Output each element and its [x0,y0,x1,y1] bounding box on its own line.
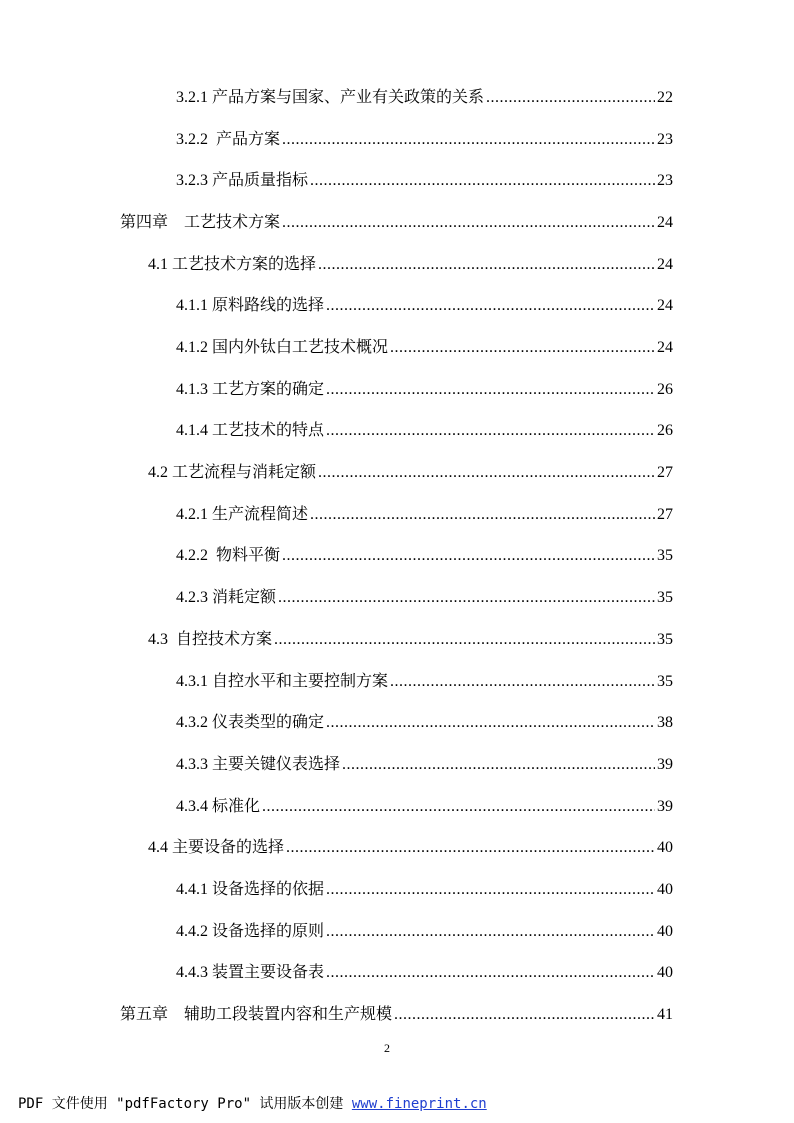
toc-entry[interactable] [176,85,673,111]
toc-entry-page: 23 [657,130,673,148]
toc-entry-label: 4.4.2 设备选择的原则 [176,922,325,940]
toc-entry-label: 4.1.2 国内外钛白工艺技术概况 [176,339,389,357]
toc-entry-page: 35 [657,672,673,690]
toc-entry-label: 4.1.4 工艺技术的特点 [176,422,325,440]
toc-dot-leader [274,627,655,653]
toc-dot-leader [282,210,655,236]
toc-dot-leader [326,960,655,986]
toc-entry[interactable] [176,168,673,194]
toc-entry[interactable] [120,1002,673,1028]
toc-dot-leader [282,543,655,569]
footer-text: PDF 文件使用 "pdfFactory Pro" 试用版本创建 [18,1096,352,1112]
toc-dot-leader [326,710,655,736]
toc-entry[interactable] [176,585,673,611]
toc-entry-page: 35 [657,589,673,607]
footer-link[interactable]: www.fineprint.cn [351,1096,487,1112]
toc-entry-label: 4.1 工艺技术方案的选择 [148,255,317,273]
toc-dot-leader [318,460,655,486]
toc-dot-leader [310,168,655,194]
toc-entry-page: 24 [657,214,673,232]
toc-dot-leader [278,585,655,611]
toc-entry-page: 39 [657,755,673,773]
toc-entry[interactable] [120,210,673,236]
toc-entry-page: 38 [657,714,673,732]
toc-entry[interactable] [176,377,673,403]
toc-entry[interactable] [176,543,673,569]
toc-entry[interactable] [176,794,673,820]
toc-entry-page: 24 [657,339,673,357]
toc-dot-leader [282,127,655,153]
toc-entry[interactable] [148,835,673,861]
toc-entry[interactable] [148,252,673,278]
toc-entry-page: 24 [657,297,673,315]
toc-entry-page: 22 [657,89,673,106]
toc-entry-page: 35 [657,630,673,648]
toc-entry-page: 40 [657,964,673,982]
pdf-footer [18,1093,487,1113]
toc-entry-label: 4.2.1 生产流程简述 [176,505,309,523]
toc-entry-page: 41 [657,1005,673,1023]
toc-entry-page: 27 [657,464,673,482]
toc-dot-leader [326,877,655,903]
toc-dot-leader [326,293,655,319]
toc-entry[interactable] [176,919,673,945]
toc-dot-leader [342,752,655,778]
toc-entry-page: 35 [657,547,673,565]
toc-dot-leader [486,85,655,111]
toc-dot-leader [390,335,655,361]
toc-entry[interactable] [148,627,673,653]
toc-entry-label: 4.3.1 自控水平和主要控制方案 [176,672,389,690]
toc-dot-leader [318,252,655,278]
toc-dot-leader [286,835,655,861]
toc-entry-page: 40 [657,922,673,940]
toc-entry-label: 4.2 工艺流程与消耗定额 [148,464,317,482]
toc-dot-leader [326,377,655,403]
toc-entry-page: 40 [657,880,673,898]
toc-dot-leader [326,418,655,444]
toc-entry-label: 4.4 主要设备的选择 [148,839,285,857]
toc-entry-label: 3.2.3 产品质量指标 [176,172,309,190]
toc-dot-leader [394,1002,655,1028]
toc-entry-page: 39 [657,797,673,815]
toc-dot-leader [390,669,655,695]
toc-entry[interactable] [176,960,673,986]
toc-entry-label: 4.3 自控技术方案 [148,630,273,648]
page-number: 2 [384,1041,390,1055]
toc-entry-label: 4.3.3 主要关键仪表选择 [176,755,341,773]
toc-entry-page: 40 [657,839,673,857]
toc-dot-leader [326,919,655,945]
toc-entry-label: 3.2.1 产品方案与国家、产业有关政策的关系 [176,89,485,106]
toc-entry[interactable] [176,710,673,736]
toc-entry[interactable] [176,127,673,153]
toc-dot-leader [262,794,655,820]
toc-entry-label: 4.4.1 设备选择的依据 [176,880,325,898]
toc-entry[interactable] [176,418,673,444]
toc-entry[interactable] [176,502,673,528]
toc-entry-label: 4.1.1 原料路线的选择 [176,297,325,315]
toc-entry[interactable] [176,335,673,361]
toc-entry-page: 24 [657,255,673,273]
toc-entry-label: 第五章 辅助工段装置内容和生产规模 [120,1005,393,1023]
toc-entry-label: 3.2.2 产品方案 [176,130,281,148]
toc-entry[interactable] [176,669,673,695]
toc-entry-page: 26 [657,380,673,398]
toc-dot-leader [310,502,655,528]
toc-entry-label: 4.4.3 装置主要设备表 [176,964,325,982]
toc-entry-label: 4.2.2 物料平衡 [176,547,281,565]
toc-entry-page: 23 [657,172,673,190]
toc-entry-label: 4.2.3 消耗定额 [176,589,277,607]
toc-entry[interactable] [148,460,673,486]
toc-entry-label: 4.1.3 工艺方案的确定 [176,380,325,398]
toc-entry-page: 26 [657,422,673,440]
toc-entry-label: 4.3.2 仪表类型的确定 [176,714,325,732]
toc-entry[interactable] [176,877,673,903]
toc-entry-page: 27 [657,505,673,523]
toc-entry-label: 4.3.4 标准化 [176,797,261,815]
toc-entry-label: 第四章 工艺技术方案 [120,214,281,232]
toc-entry[interactable] [176,293,673,319]
toc-entry[interactable] [176,752,673,778]
